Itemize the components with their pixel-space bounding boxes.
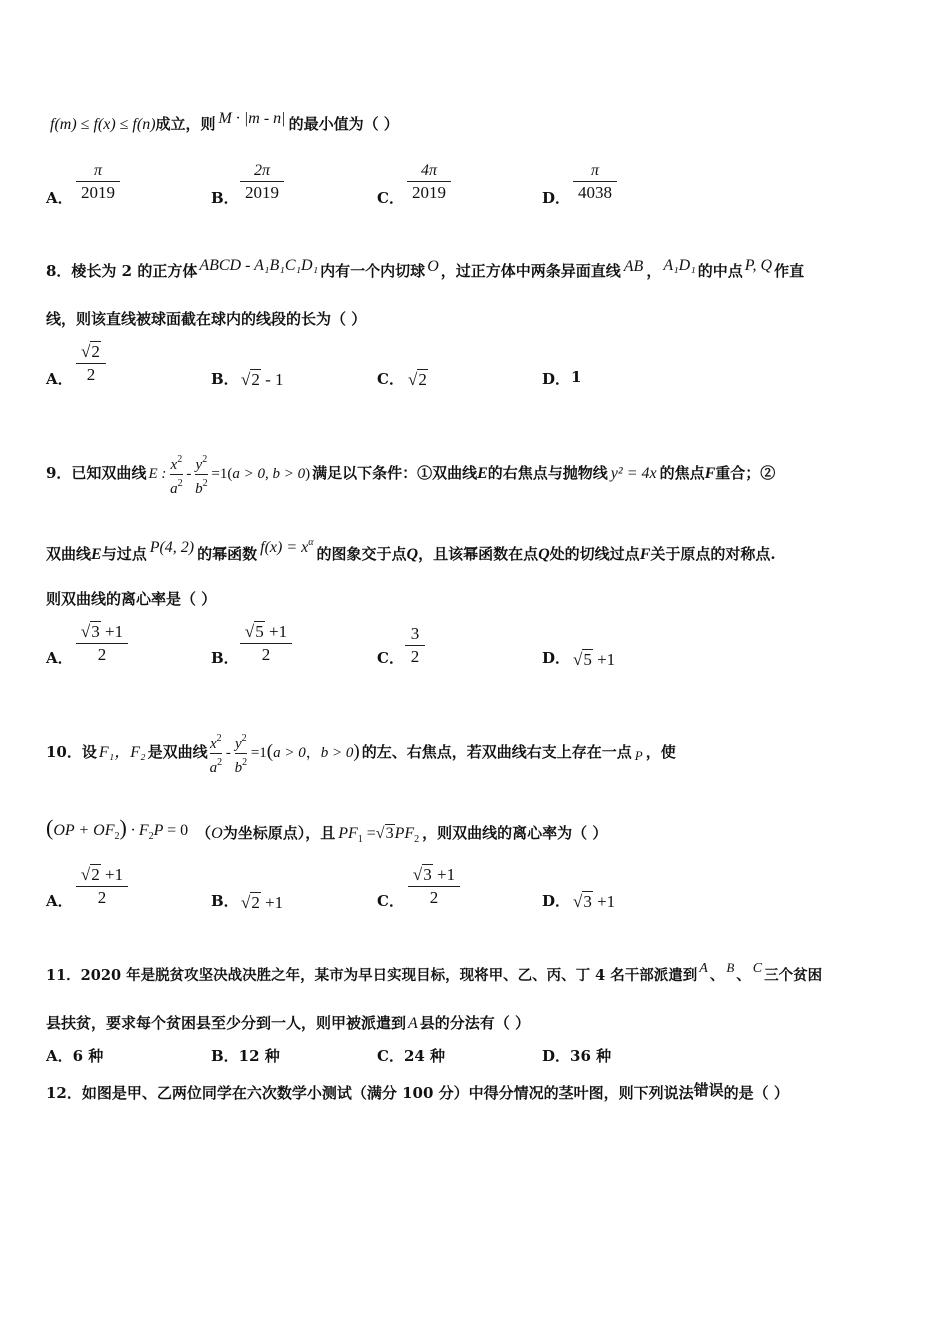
- q7-option-a-label: A．: [46, 189, 73, 207]
- q9-hyperbola-eq: E : $\frac{x^2}{a^2}$ - $\frac{y^2}{b^2}$ =1(a > 0, b > 0): [148, 466, 310, 482]
- q9-l2-text-b: 与过点: [101, 545, 147, 563]
- q7-option-a-fraction: [76, 162, 120, 203]
- q8-option-b-label: B．: [211, 370, 239, 388]
- q9-option-b-num: √ 5 +1: [240, 622, 292, 644]
- q7-option-d-fraction: [573, 162, 617, 203]
- q7-expression: M · |m - n|: [218, 110, 286, 127]
- q7-inequality: f(m) ≤ f(x) ≤ f(n): [50, 116, 156, 133]
- q10-option-c-fraction: [408, 865, 460, 908]
- q9-option-d-label: D．: [542, 649, 571, 667]
- q9-var-q: Q: [406, 546, 419, 563]
- q7-option-b-den: 2019: [245, 183, 279, 202]
- q11-option-c: C．24 种: [377, 1047, 446, 1065]
- q9-option-d-value: √ 5 +1: [573, 650, 615, 670]
- q10-option-a-den: 2: [97, 888, 107, 907]
- q9-l2-text-c: 的幂函数: [197, 545, 258, 563]
- q9-var-q-2: Q: [538, 546, 550, 563]
- q7-option-d-den: 4038: [578, 183, 612, 202]
- q10-foci: F₁，F₂: [98, 743, 146, 761]
- q9-option-a-fraction: [76, 622, 128, 665]
- q12-text-1: 12．如图是甲、乙两位同学在六次数学小测试（满分 100 分）中得分情况的茎叶图，则下列说法: [46, 1084, 694, 1102]
- q8-option-b-value: √ 2 - 1: [241, 370, 284, 390]
- q10-stem-line-2: [46, 815, 607, 845]
- q9-l2-text-d: 的图象交于点: [316, 545, 407, 563]
- q11-county-a: A: [699, 961, 708, 976]
- q9-l2-var-e: E: [91, 546, 102, 563]
- q11-option-b: B．12 种: [211, 1047, 280, 1065]
- q9-stem-line-2: [46, 537, 776, 564]
- q8-option-a-fraction: [76, 342, 106, 385]
- q7-option-d-num: π: [573, 162, 617, 182]
- q8-stem-line-1: [46, 257, 804, 281]
- q7-option-c-den: 2019: [412, 183, 446, 202]
- q9-option-c-fraction: [405, 624, 425, 667]
- q7-option-b-num: 2π: [240, 162, 284, 182]
- q10-option-c-num: √ 3 +1: [408, 865, 460, 887]
- q9-option-b-den: 2: [261, 645, 271, 664]
- q10-option-a-label: A．: [46, 892, 73, 910]
- q9-point-p: P(4, 2): [149, 539, 195, 556]
- q8-line-ab: AB: [623, 258, 644, 275]
- q8-option-d-value: 1: [571, 368, 582, 386]
- q10-option-c-label: C．: [377, 892, 404, 910]
- q10-option-d-label: D．: [542, 892, 571, 910]
- q10-relation: $PF_1$ =√ $3PF_2$: [338, 825, 419, 842]
- q9-text-5: 重合；②: [715, 463, 776, 482]
- q11-option-d: D．36 种: [542, 1047, 612, 1065]
- q8-text-5: 作直: [774, 262, 805, 280]
- q10-hyperbola-eq: $\frac{x^2}{a^2}$ - $\frac{y^2}{b^2}$ =1(a > 0，b > 0): [210, 745, 360, 761]
- q10-option-d-value: √ 3 +1: [573, 892, 615, 912]
- q12-error-word: 错误: [693, 1081, 724, 1099]
- q10-option-b-value: √ 2 +1: [241, 893, 283, 913]
- q10-point-p: P: [634, 747, 643, 763]
- q7-option-b-label: B．: [211, 189, 239, 207]
- q9-text-2: 满足以下条件：①双曲线: [312, 463, 478, 482]
- q8-option-a-num: √ 2: [76, 342, 106, 364]
- q10-text-3: 的左、右焦点，若双曲线右支上存在一点: [361, 742, 632, 761]
- q7-option-c-fraction: [407, 162, 451, 203]
- q11-sep-2: 、: [736, 967, 751, 984]
- q10-option-a-num: √ 2 +1: [76, 865, 128, 887]
- q9-power-function: $f(x) = x^\alpha$: [260, 537, 314, 556]
- q9-parabola: y² = 4x: [610, 464, 657, 482]
- q8-option-a-label: A．: [46, 370, 73, 388]
- q10-vector-condition: $(OP + OF_2) \cdot F_2P = 0$: [46, 815, 189, 842]
- q9-var-e: E: [477, 464, 488, 482]
- q8-line-a1d1: A₁D₁: [663, 257, 696, 274]
- q7-text-1: 成立，则: [155, 115, 216, 133]
- q11-l2-text-b: 县的分法有（ ）: [419, 1014, 531, 1032]
- q8-text-2: 内有一个内切球: [320, 262, 426, 280]
- q9-text-1: 9．已知双曲线: [46, 463, 147, 482]
- q9-stem-line-1: [46, 451, 775, 498]
- q9-option-c-den: 2: [410, 647, 420, 666]
- q11-text-2: 三个贫困: [764, 967, 823, 984]
- q10-text-1: 10．设: [46, 742, 97, 761]
- q10-text-7: ，则双曲线的离心率为（ ）: [422, 824, 608, 842]
- q8-text-4: 的中点: [697, 262, 743, 280]
- q10-option-b-label: B．: [211, 892, 239, 910]
- q10-text-6: 为坐标原点），且: [222, 824, 336, 842]
- q7-text-2: 的最小值为（ ）: [288, 115, 399, 133]
- q8-option-a-den: 2: [86, 365, 96, 384]
- q8-sphere-o: O: [427, 258, 439, 275]
- q10-origin-o: O: [211, 825, 223, 842]
- q9-option-c-num: 3: [405, 624, 425, 646]
- q9-text-3: 的右焦点与抛物线: [487, 463, 608, 482]
- q9-option-b-fraction: [240, 622, 292, 665]
- q11-stem-line-2: [46, 1012, 530, 1033]
- q9-l2-text-g: 关于原点的对称点.: [650, 545, 776, 563]
- q11-sep-1: 、: [709, 967, 725, 984]
- q9-stem-line-3: 则双曲线的离心率是（ ）: [46, 590, 217, 608]
- q9-var-f-2: F: [639, 546, 651, 563]
- q9-option-c-label: C．: [377, 649, 404, 667]
- q8-option-c-value: √ 2: [408, 370, 428, 390]
- q7-option-c-label: C．: [377, 189, 404, 207]
- q12-text-2: 的是（ ）: [723, 1084, 789, 1102]
- q11-l2-county-a: A: [408, 1015, 418, 1032]
- q11-stem-line-1: [46, 960, 822, 985]
- q12-stem-line-1: [46, 1079, 789, 1103]
- q8-stem-line-2: 线，则该直线被球面截在球内的线段的长为（ ）: [46, 310, 367, 328]
- q8-option-d-label: D．: [542, 370, 571, 388]
- q10-option-a-fraction: [76, 865, 128, 908]
- q7-condition-line: [50, 110, 399, 134]
- q9-l2-text-f: 处的切线过点: [549, 545, 640, 563]
- q11-l2-text-a: 县扶贫，要求每个贫困县至少分到一人，则甲被派遣到: [46, 1014, 407, 1032]
- q8-comma: ，: [646, 262, 662, 280]
- q11-option-a: A．6 种: [46, 1047, 104, 1065]
- q9-text-4: 的焦点: [659, 463, 705, 482]
- q9-option-b-label: B．: [211, 649, 239, 667]
- q10-stem-line-1: [46, 730, 676, 777]
- q7-option-a-den: 2019: [81, 183, 115, 202]
- q8-option-c-label: C．: [377, 370, 404, 388]
- q10-text-4: ，使: [645, 742, 676, 761]
- q9-option-a-label: A．: [46, 649, 73, 667]
- q11-county-b: B: [726, 960, 735, 975]
- q9-option-a-num: √ 3 +1: [76, 622, 128, 644]
- q7-option-a-num: π: [76, 162, 120, 182]
- q8-text-3: ，过正方体中两条异面直线: [440, 262, 621, 280]
- q7-option-b-fraction: [240, 162, 284, 203]
- q9-var-f: F: [704, 464, 716, 482]
- q11-text-1: 11．2020 年是脱贫攻坚决战决胜之年，某市为早日实现目标，现将甲、乙、丙、丁 4 名干部派遣到: [46, 967, 698, 984]
- q10-text-2: 是双曲线: [147, 742, 208, 761]
- q9-l2-text-a: 双曲线: [46, 545, 92, 563]
- q9-l2-text-e: ，且该幂函数在点: [418, 545, 539, 563]
- q8-text-1: 8．棱长为 2 的正方体: [46, 262, 198, 280]
- q7-option-c-num: 4π: [407, 162, 451, 182]
- q8-cube: ABCD - A₁B₁C₁D₁: [199, 257, 319, 274]
- q9-option-a-den: 2: [97, 645, 107, 664]
- q11-county-c: C: [752, 961, 763, 976]
- q10-text-5: （: [196, 824, 212, 842]
- q10-option-c-den: 2: [429, 888, 439, 907]
- q8-points-pq: P, Q: [744, 257, 773, 274]
- q7-option-d-label: D．: [542, 189, 571, 207]
